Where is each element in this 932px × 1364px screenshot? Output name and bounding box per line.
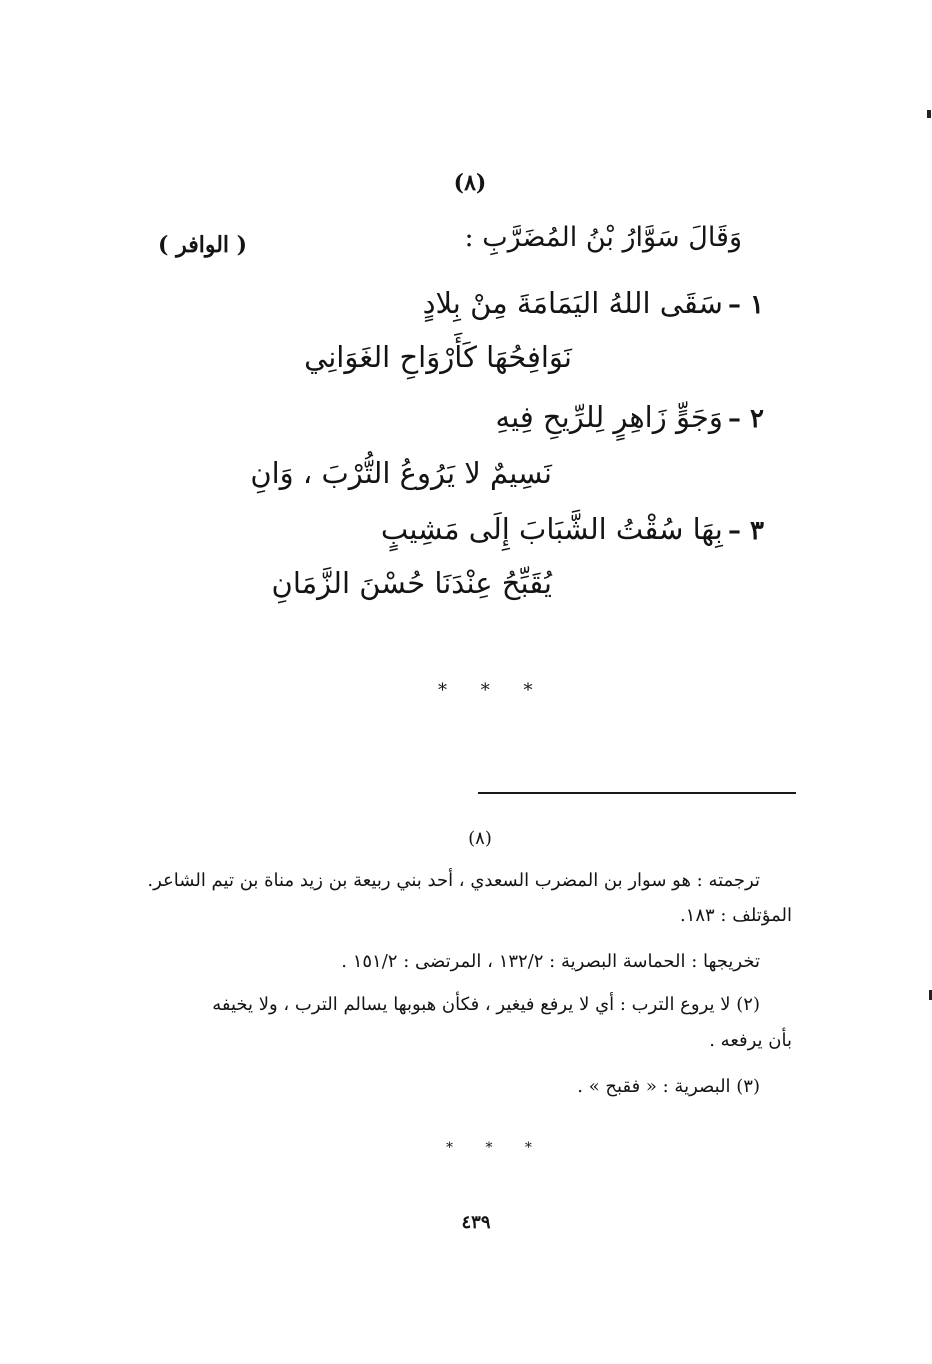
verse-number: ٣ – (727, 516, 764, 546)
footnote-divider (478, 792, 796, 794)
end-separator: * * * (446, 1140, 546, 1156)
verse-3-second-hemistich: يُقَبِّحُ عِنْدَنَا حُسْنَ الزَّمَانِ (271, 566, 552, 600)
footnote-sources: تخريجها : الحماسة البصرية : ١٣٢/٢ ، المرتضى : ١٥١/٢ . (341, 951, 760, 972)
poem-intro: وَقَالَ سَوَّارُ بْنُ المُضَرَّبِ : (464, 222, 742, 253)
verse-1-second-hemistich: نَوَافِحُهَا كَأَرْوَاحِ الغَوَانِي (304, 340, 572, 374)
page-number: ٤٣٩ (461, 1212, 491, 1233)
hemistich-text: سَقَى اللهُ اليَمَامَةَ مِنْ بِلادٍ (422, 286, 723, 320)
verse-number: ١ – (727, 290, 764, 320)
section-separator: * * * (438, 680, 547, 701)
verse-2-second-hemistich: نَسِيمٌ لا يَرُوعُ التُّرْبَ ، وَانِ (250, 456, 552, 490)
scan-mark (927, 110, 931, 118)
poem-number: (٨) (453, 170, 487, 196)
footnote-poem-number: (٨) (468, 828, 492, 849)
hemistich-text: وَجَوٍّ زَاهِرٍ لِلرِّيحِ فِيهِ (495, 400, 723, 434)
footnote-note-2-continued: بأن يرفعه . (709, 1030, 792, 1051)
meter-label: ( الوافر ) (158, 232, 248, 258)
footnote-biography: ترجمته : هو سوار بن المضرب السعدي ، أحد بني ربيعة بن زيد مناة بن تيم الشاعر. (147, 870, 760, 891)
hemistich-text: بِهَا سُقْتُ الشَّبَابَ إِلَى مَشِيبٍ (380, 512, 723, 546)
footnote-note-2: (٢) لا يروع الترب : أي لا يرفع فيغير ، فكأن هبوبها يسالم الترب ، ولا يخيفه (212, 994, 760, 1015)
footnote-biography-reference: المؤتلف : ١٨٣. (679, 905, 792, 926)
verse-2-first-hemistich (496, 400, 764, 434)
verse-1-first-hemistich (423, 286, 764, 320)
verse-number: ٢ – (727, 404, 764, 434)
verse-3-first-hemistich (381, 512, 764, 546)
footnote-note-3: (٣) البصرية : « فقبح » . (577, 1076, 760, 1097)
